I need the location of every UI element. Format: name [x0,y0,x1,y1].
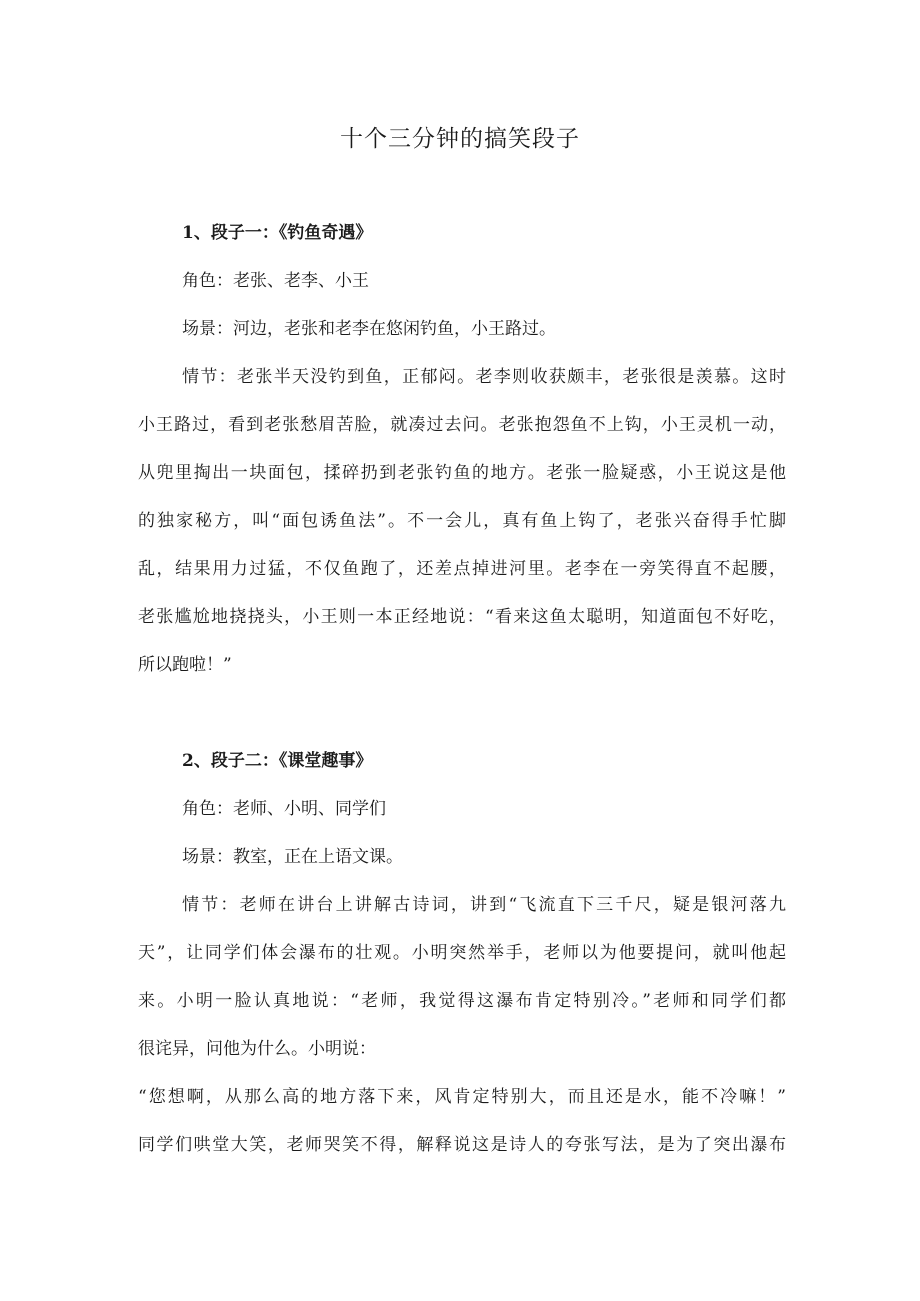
plot-line: 情节：老张半天没钓到鱼，正郁闷。老李则收获颇丰，老张很是羡慕。这时 [182,367,786,387]
plot-line: 情节：老师在讲台上讲解古诗词，讲到“飞流直下三千尺，疑是银河落九 [182,895,786,915]
section-roles: 角色：老张、老李、小王 [182,271,369,291]
plot-line: 天”，让同学们体会瀑布的壮观。小明突然举手，老师以为他要提问，就叫他起 [138,943,786,963]
document-title: 十个三分钟的搞笑段子 [340,126,580,152]
plot-line: 来。小明一脸认真地说：“老师，我觉得这瀑布肯定特别冷。”老师和同学们都 [138,991,786,1011]
section-heading: 1、段子一：《钓鱼奇遇》 [182,223,373,243]
section-roles: 角色：老师、小明、同学们 [182,799,386,819]
section-heading: 2、段子二：《课堂趣事》 [182,751,373,771]
plot-line: 小王路过，看到老张愁眉苦脸，就凑过去问。老张抱怨鱼不上钩，小王灵机一动， [138,415,786,435]
section-scene: 场景：河边，老张和老李在悠闲钓鱼，小王路过。 [182,319,556,339]
plot-line: 从兜里掏出一块面包，揉碎扔到老张钓鱼的地方。老张一脸疑惑，小王说这是他 [138,463,786,483]
plot-line: “您想啊，从那么高的地方落下来，风肯定特别大，而且还是水，能不冷嘛！” [138,1087,786,1107]
plot-line: 的独家秘方，叫“面包诱鱼法”。不一会儿，真有鱼上钩了，老张兴奋得手忙脚 [138,511,786,531]
section-scene: 场景：教室，正在上语文课。 [182,847,403,867]
plot-line: 同学们哄堂大笑，老师哭笑不得，解释说这是诗人的夸张写法，是为了突出瀑布 [138,1135,786,1155]
plot-line: 老张尴尬地挠挠头，小王则一本正经地说：“看来这鱼太聪明，知道面包不好吃， [138,607,786,627]
plot-line: 很诧异，问他为什么。小明说： [138,1039,376,1059]
plot-line: 所以跑啦！” [138,655,232,675]
plot-line: 乱，结果用力过猛，不仅鱼跑了，还差点掉进河里。老李在一旁笑得直不起腰， [138,559,786,579]
